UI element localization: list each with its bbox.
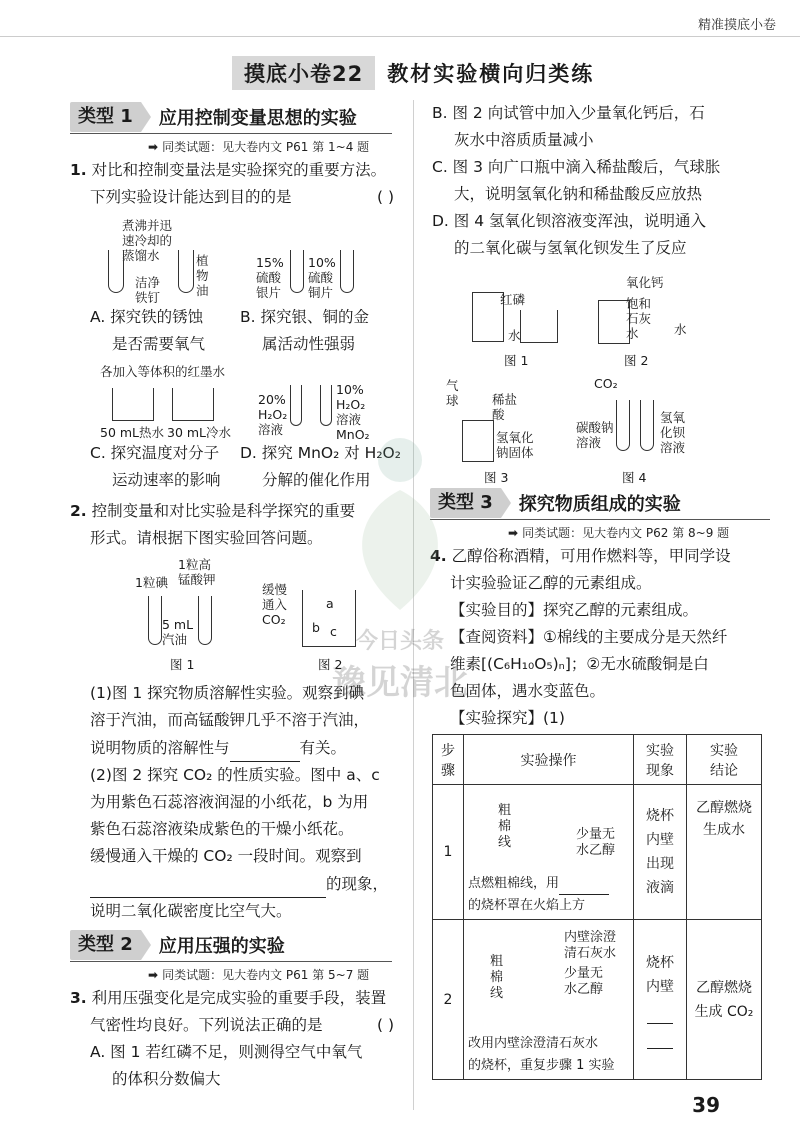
section-3-title: 探究物质组成的实验 xyxy=(518,494,681,515)
q4-line2: 计实验验证乙醇的元素组成。 xyxy=(450,574,652,592)
r2-op-text: 改用内壁涂澄清石灰水 的烧杯，重复步骤 1 实验 xyxy=(468,1036,615,1073)
q2-fig1-kmno4-label: 1粒高 锰酸钾 xyxy=(178,557,216,587)
r2-limewater-label: 内壁涂澄 清石灰水 xyxy=(564,930,617,961)
table-row xyxy=(433,785,762,920)
q1-line1: 对比和控制变量法是实验探究的重要方法。 xyxy=(91,161,387,179)
q1-figC-left-label: 50 mL热水 xyxy=(100,425,165,440)
q3-fig4-tube-left xyxy=(616,400,630,451)
q2-blank-1[interactable] xyxy=(230,734,300,762)
q4-number: 4. xyxy=(430,547,447,565)
section-2-tag: 类型 2 xyxy=(70,930,141,960)
q3-fig4-left-label: 碳酸钠 溶液 xyxy=(576,420,614,450)
cell-operation xyxy=(464,920,634,1080)
section-1-rule xyxy=(70,133,392,134)
q1-option-c[interactable]: C. 探究温度对分子 运动速率的影响 xyxy=(90,444,221,489)
q3-fig3-caption: 图 3 xyxy=(484,470,509,485)
q3-fig4-right-label: 氢氧 化钡 溶液 xyxy=(660,410,686,455)
q1-option-d[interactable]: D. 探究 MnO₂ 对 H₂O₂ 分解的催化作用 xyxy=(240,444,401,489)
section-1-ref: ➡ 同类试题：见大卷内文 P61 第 1~4 题 xyxy=(148,140,370,154)
q3-fig2-label1: 氧化钙 xyxy=(626,275,664,290)
q2-part1: (1)图 1 探究物质溶解性实验。观察到碘 溶于汽油，而高锰酸钾几乎不溶于汽油， 说明物质的溶解性与 有关。 xyxy=(90,680,402,762)
q1-figA-tube-right xyxy=(178,250,194,293)
q1-figD-right-label: 10% H₂O₂ 溶液 MnO₂ xyxy=(336,382,370,442)
q2-fig1-iodine-label: 1粒碘 xyxy=(135,575,168,590)
section-1-title: 应用控制变量思想的实验 xyxy=(158,108,357,129)
r2-cotton-label: 粗 棉 线 xyxy=(490,954,504,1001)
q3-fig4-tube-right xyxy=(640,400,654,451)
q1-option-b[interactable]: B. 探究银、铜的金 属活动性强弱 xyxy=(240,308,369,353)
q1-figC-top-label: 各加入等体积的红墨水 xyxy=(100,364,226,379)
cell-conclusion: 乙醇燃烧 生成 CO₂ xyxy=(687,920,762,1080)
q1-figA-nail-label: 洁净 铁钉 xyxy=(135,275,161,305)
cell-conclusion: 乙醇燃烧 生成水 xyxy=(687,785,762,920)
question-1 xyxy=(70,157,400,211)
q2-number: 2. xyxy=(70,502,87,520)
section-2-ref: ➡ 同类试题：见大卷内文 P61 第 5~7 题 xyxy=(148,968,370,982)
q2-fig2-caption: 图 2 xyxy=(318,657,343,672)
q3-line1: 利用压强变化是完成实验的重要手段，装置 xyxy=(91,989,387,1007)
q3-fig3-solid-label: 氢氧化 钠固体 xyxy=(496,430,534,460)
section-2-title: 应用压强的实验 xyxy=(158,936,285,957)
q1-figC-beaker-right xyxy=(172,388,214,421)
header-rule xyxy=(0,36,800,37)
q3-option-a[interactable]: A. 图 1 若红磷不足，则测得空气中氧气 的体积分数偏大 xyxy=(90,1043,363,1088)
th-conclusion: 实验 结论 xyxy=(687,735,762,785)
cell-phenomenon: 烧杯 内壁 xyxy=(634,920,687,1080)
q2-fig2-inlet-label: 缓慢 通入 CO₂ xyxy=(262,582,288,627)
q4-line3: 【实验目的】探究乙醇的元素组成。 xyxy=(450,601,699,619)
q2-line1: 控制变量和对比实验是科学探究的重要 xyxy=(91,502,356,520)
q4-line7: 【实验探究】(1) xyxy=(450,709,565,727)
q1-line2: 下列实验设计能达到目的的是 xyxy=(90,188,292,206)
page-title xyxy=(232,58,594,88)
q2-fig1-tube-left xyxy=(148,596,162,645)
q2-fig2-b-label: b xyxy=(312,620,320,635)
q3-line2: 气密性均良好。下列说法正确的是 xyxy=(90,1016,323,1034)
leaf-logo-icon xyxy=(300,420,500,620)
q1-answer-paren: ( ) xyxy=(376,188,394,206)
q3-option-d[interactable]: D. 图 4 氢氧化钡溶液变浑浊，说明通入 的二氧化碳与氢氧化钡发生了反应 xyxy=(432,212,707,257)
q3-fig3-balloon-label: 气 球 xyxy=(446,378,459,408)
arrow-icon: ➡ xyxy=(508,526,519,540)
q2-line2: 形式。请根据下图实验回答问题。 xyxy=(90,529,323,547)
q3-fig1-label2: 水 xyxy=(508,328,521,343)
q3-fig2-caption: 图 2 xyxy=(624,353,649,368)
q3-fig1-label1: 红磷 xyxy=(500,292,526,307)
q3-answer-paren: ( ) xyxy=(376,1016,394,1034)
th-operation: 实验操作 xyxy=(464,735,634,785)
cell-step: 2 xyxy=(433,920,464,1080)
cell-operation xyxy=(464,785,634,920)
r1-cotton-label: 粗 棉 线 xyxy=(498,803,512,850)
section-1-header xyxy=(70,102,357,132)
watermark-line1: 今日头条 xyxy=(355,629,444,654)
q2-fig2-c-label: c xyxy=(330,624,337,639)
question-3 xyxy=(70,985,400,1093)
q3-fig1-caption: 图 1 xyxy=(504,353,529,368)
page-number: 39 xyxy=(692,1093,720,1117)
cell-step: 1 xyxy=(433,785,464,920)
q4-blank-3[interactable] xyxy=(647,1024,673,1049)
q1-option-a[interactable]: A. 探究铁的锈蚀 是否需要氧气 xyxy=(90,308,206,353)
q3-fig1-beaker xyxy=(520,310,558,343)
q1-figB-tube-left xyxy=(290,250,304,293)
q4-line4: 【查阅资料】①棉线的主要成分是天然纤 xyxy=(450,628,728,646)
q3-fig2-label5: 水 xyxy=(674,322,687,337)
q1-figB-left-label: 15% 硫酸 银片 xyxy=(256,255,284,300)
q3-fig2-label234: 饱和 石灰 水 xyxy=(626,296,652,341)
section-1-tag: 类型 1 xyxy=(70,102,141,132)
section-2-header xyxy=(70,930,285,960)
arrow-icon: ➡ xyxy=(148,968,159,982)
q2-fig2-a-label: a xyxy=(326,596,334,611)
q4-blank-2[interactable] xyxy=(647,999,673,1024)
watermark xyxy=(300,420,500,720)
th-phenomenon: 实验 现象 xyxy=(634,735,687,785)
q1-figD-left-label: 20% H₂O₂ 溶液 xyxy=(258,392,288,437)
watermark-line2: 豫见清北 xyxy=(332,663,468,703)
q1-figA-oil-label: 植 物 油 xyxy=(196,253,209,298)
section-3-ref: ➡ 同类试题：见大卷内文 P62 第 8~9 题 xyxy=(508,526,730,540)
title-main: 教材实验横向归类练 xyxy=(387,62,595,86)
title-tag: 摸底小卷22 xyxy=(232,56,375,90)
q4-line6: 色固体，遇水变蓝色。 xyxy=(450,682,606,700)
q3-option-c[interactable]: C. 图 3 向广口瓶中滴入稀盐酸后，气球胀 大，说明氢氧化钠和稀盐酸反应放热 xyxy=(432,158,721,203)
r1-op-text: 点燃粗棉线，用 的烧杯罩在火焰上方 xyxy=(468,872,629,917)
q3-fig3-acid-label: 稀盐 酸 xyxy=(492,392,518,422)
r2-ethanol-label: 少量无 水乙醇 xyxy=(564,966,604,997)
q2-blank-2[interactable] xyxy=(90,870,326,898)
q4-line1: 乙醇俗称酒精，可用作燃料等，甲同学设 xyxy=(451,547,731,565)
q4-line5: 维素[(C₆H₁₀O₅)ₙ]；②无水硫酸铜是白 xyxy=(450,655,709,673)
table-row xyxy=(433,920,762,1080)
table-row xyxy=(433,735,762,785)
q3-number: 3. xyxy=(70,989,87,1007)
q2-fig1-gasoline-label: 5 mL 汽油 xyxy=(162,617,194,647)
q3-fig4-caption: 图 4 xyxy=(622,470,647,485)
q1-figA: 煮沸并迅 速冷却的 蒸馏水 xyxy=(122,218,173,263)
q1-figB-right-label: 10% 硫酸 铜片 xyxy=(308,255,336,300)
q3-fig4-co2-label: CO₂ xyxy=(594,376,618,391)
q1-figA-tube-left xyxy=(108,250,124,293)
q4-blank-1[interactable] xyxy=(559,872,609,895)
q1-figB-tube-right xyxy=(340,250,354,293)
q2-part2: (2)图 2 探究 CO₂ 的性质实验。图中 a、c 为用紫色石蕊溶液润湿的小纸花，b 为用 紫色石蕊溶液染成紫色的干燥小纸花。 缓慢通入干燥的 CO₂ 一段时间。观察到 的现象， 说明二氧化碳密度比空气大。 xyxy=(90,766,389,920)
cell-phenomenon: 烧杯 内壁 出现 液滴 xyxy=(634,785,687,920)
arrow-icon: ➡ xyxy=(148,140,159,154)
q4-experiment-table xyxy=(432,734,762,1080)
th-step: 步 骤 xyxy=(433,735,464,785)
section-3-tag: 类型 3 xyxy=(430,488,501,518)
section-2-rule xyxy=(70,961,392,962)
q3-option-b[interactable]: B. 图 2 向试管中加入少量氧化钙后，石 灰水中溶质质量减小 xyxy=(432,104,705,149)
q2-fig1-caption: 图 1 xyxy=(170,657,195,672)
q1-figC-right-label: 30 mL冷水 xyxy=(167,425,232,440)
header-corner-label: 精准摸底小卷 xyxy=(697,18,776,33)
r1-ethanol-label: 少量无 水乙醇 xyxy=(576,827,616,858)
q3-options-bcd xyxy=(432,100,777,262)
q2-fig1-tube-right xyxy=(198,596,212,645)
q1-figC-beaker-left xyxy=(112,388,154,421)
q1-number: 1. xyxy=(70,161,87,179)
